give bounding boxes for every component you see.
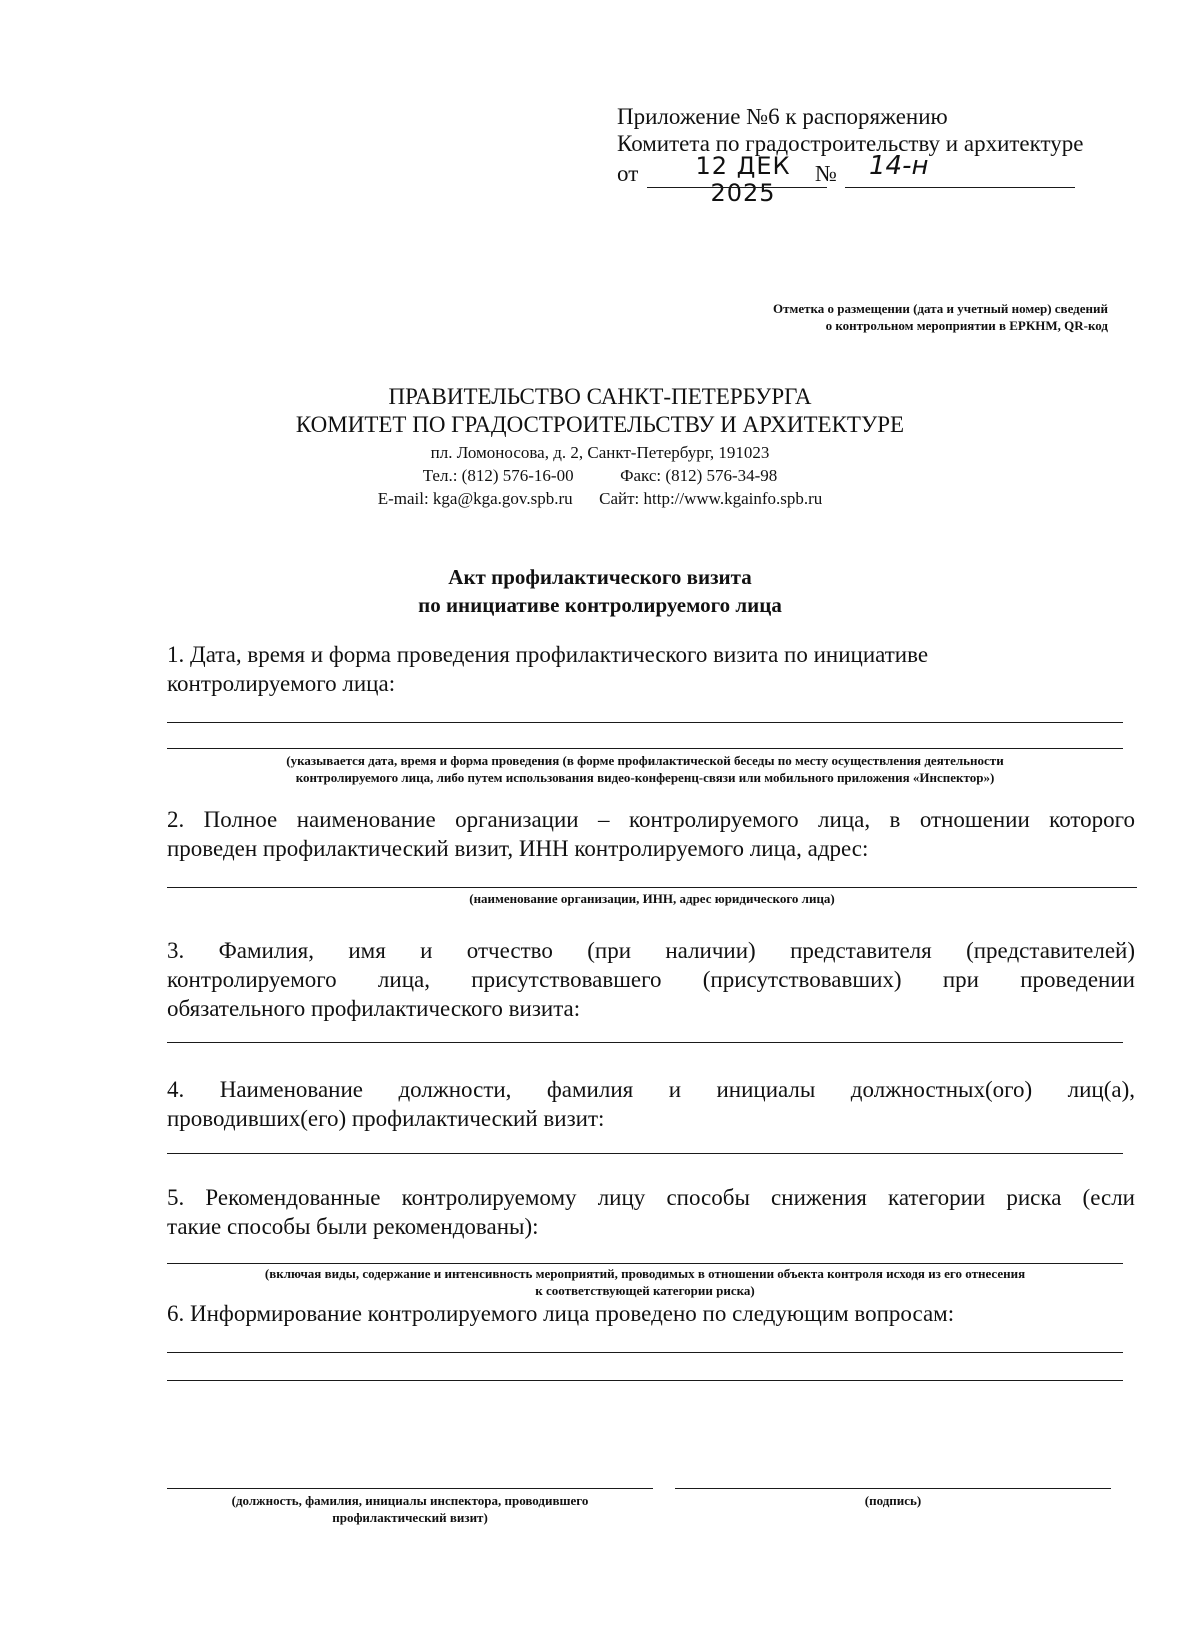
section-1-caption [167,752,1123,786]
section-3-text [167,936,1135,1023]
appendix-block [617,103,1177,207]
org-fax: Факс: (812) 576-34-98 [620,466,778,485]
section-3-fill-line [167,1042,1123,1043]
section-2-text [167,805,1135,863]
org-header [0,383,1200,510]
org-web-row [0,487,1200,510]
section-2-fill-line [167,887,1137,888]
date-underline [647,187,827,188]
number-underline [845,187,1075,188]
placement-note [540,300,1108,334]
section-2-line-2: проведен профилактический визит, ИНН контролируемого лица, адрес: [167,836,869,861]
org-email: E-mail: kga@kga.gov.spb.ru [377,489,573,508]
section-2-caption: (наименование организации, ИНН, адрес юридического лица) [469,891,835,906]
org-site: Сайт: http://www.kgainfo.spb.ru [599,489,823,508]
section-4-text [167,1075,1135,1133]
section-2-line-1: 2. Полное наименование организации – контролируемого лица, в отношении которого [167,807,1135,832]
document-title-line-2: по инициативе контролируемого лица [418,593,782,617]
section-1-text [167,640,1137,698]
section-3-line-2: контролируемого лица, присутствовавшего (присутствовавших) при проведении [167,967,1135,992]
document-title-line-1: Акт профилактического визита [448,565,752,589]
section-1-fill-line-1 [167,722,1123,723]
number-label: № [815,161,837,186]
number-value: 14-н [869,151,929,181]
from-label: от [617,161,639,186]
placement-note-line-1: Отметка о размещении (дата и учетный номер) сведений [772,301,1108,316]
org-address: пл. Ломоносова, д. 2, Санкт-Петербург, 191023 [430,443,770,462]
inspector-fill-line [167,1488,653,1489]
section-5-line-1: 5. Рекомендованные контролируемому лицу способы снижения категории риска (если [167,1185,1135,1210]
section-5-caption-line-2: к соответствующей категории риска) [535,1283,755,1298]
inspector-caption [167,1492,653,1526]
section-1-caption-line-2: контролируемого лица, либо путем использования видео-конференц-связи или мобильного приложения «Инспектор») [295,770,995,785]
section-3-line-1: 3. Фамилия, имя и отчество (при наличии) представителя (представителей) [167,938,1135,963]
section-1-line-1: 1. Дата, время и форма проведения профилактического визита по инициативе [167,642,929,667]
section-1-fill-line-2 [167,748,1123,749]
section-5-text [167,1183,1135,1241]
signature-fill-line [675,1488,1111,1489]
org-contacts-row [0,464,1200,487]
section-5-caption [167,1265,1123,1299]
inspector-caption-line-2: профилактический визит) [332,1510,488,1525]
committee-title: КОМИТЕТ ПО ГРАДОСТРОИТЕЛЬСТВУ И АРХИТЕКТУРЕ [295,412,905,437]
section-6-text: 6. Информирование контролируемого лица проведено по следующим вопросам: [167,1301,955,1326]
document-title [0,563,1200,619]
section-4-line-2: проводивших(его) профилактический визит: [167,1106,605,1131]
section-6-fill-line-2 [167,1380,1123,1381]
appendix-line-1: Приложение №6 к распоряжению [617,104,948,129]
org-phone: Тел.: (812) 576-16-00 [422,466,574,485]
section-5-fill-line [167,1263,1123,1264]
section-4-fill-line [167,1153,1123,1154]
section-3-line-3: обязательного профилактического визита: [167,996,581,1021]
section-1-line-2: контролируемого лица: [167,671,396,696]
appendix-line-2: Комитета по градостроительству и архитектуре [617,131,1084,156]
section-6-fill-line-1 [167,1352,1123,1353]
section-1-caption-line-1: (указывается дата, время и форма проведения (в форме профилактической беседы по месту осуществления деятельности [286,753,1004,768]
section-5-line-2: такие способы были рекомендованы): [167,1214,539,1239]
section-5-caption-line-1: (включая виды, содержание и интенсивность мероприятий, проводимых в отношении объекта контроля исходя из его отнесения [264,1266,1026,1281]
placement-note-line-2: о контрольном мероприятии в ЕРКНМ, QR-код [825,318,1108,333]
government-title: ПРАВИТЕЛЬСТВО САНКТ-ПЕТЕРБУРГА [388,384,812,409]
section-4-line-1: 4. Наименование должности, фамилия и инициалы должностных(ого) лиц(а), [167,1077,1135,1102]
date-value: 12 ДЕК 2025 [695,152,791,207]
inspector-caption-line-1: (должность, фамилия, инициалы инспектора, проводившего [231,1493,589,1508]
signature-caption: (подпись) [864,1493,922,1508]
appendix-date-row [617,151,1177,207]
